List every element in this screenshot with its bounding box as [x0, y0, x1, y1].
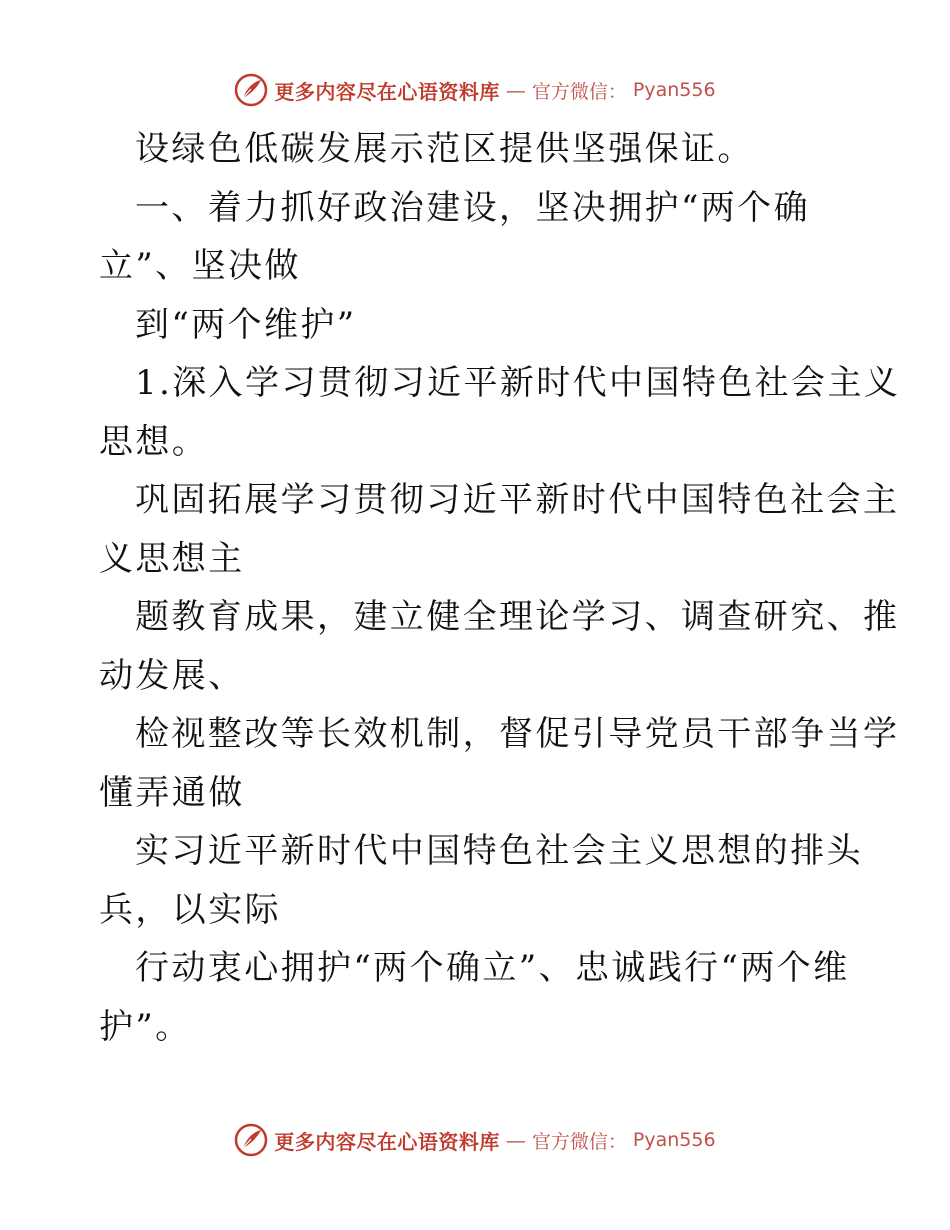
paragraph-line: 懂弄通做: [99, 772, 245, 813]
header-contact-label: 官方微信：: [531, 80, 627, 103]
document-body: [99, 120, 901, 1056]
subheading-line: 思想。: [99, 421, 209, 462]
paragraph-line: 护”。: [99, 1006, 192, 1047]
paragraph-line: 义思想主: [99, 538, 245, 579]
paragraph-line: 设绿色低碳发展示范区提供坚强保证。: [135, 129, 754, 169]
header-separator: —: [505, 78, 526, 102]
footer-contact-label: 官方微信：: [531, 1130, 627, 1153]
footer-contact-id: Pyan556: [632, 1129, 716, 1151]
section-heading-line: 到“两个维护”: [135, 304, 357, 345]
paragraph-line: 兵，以实际: [99, 889, 281, 930]
header-brand-text: 更多内容尽在心语资料库: [274, 79, 500, 104]
footer-brand-text: 更多内容尽在心语资料库: [274, 1129, 500, 1154]
paragraph-line: 题教育成果，建立健全理论学习、调查研究、推: [135, 597, 900, 637]
paragraph-line: 行动衷心拥护“两个确立”、忠诚践行“两个维: [135, 948, 850, 988]
footer-separator: —: [505, 1128, 526, 1152]
paragraph-line: 实习近平新时代中国特色社会主义思想的排头: [135, 831, 863, 871]
section-heading-line: 立”、坚决做: [99, 246, 301, 286]
footer-banner: [0, 1120, 950, 1160]
quill-logo-icon: [234, 1123, 268, 1157]
paragraph-line: 巩固拓展学习贯彻习近平新时代中国特色社会主: [135, 480, 900, 520]
subheading-line: 1.深入学习贯彻习近平新时代中国特色社会主义: [135, 363, 901, 403]
paragraph-line: 检视整改等长效机制，督促引导党员干部争当学: [135, 714, 900, 754]
paragraph-line: 动发展、: [99, 655, 245, 696]
quill-logo-icon: [234, 73, 268, 107]
header-banner-content: [234, 73, 715, 107]
header-banner: [0, 70, 950, 110]
section-heading-line: 一、着力抓好政治建设，坚决拥护“两个确: [135, 187, 810, 228]
header-contact-id: Pyan556: [632, 79, 716, 101]
footer-banner-content: [234, 1123, 715, 1157]
